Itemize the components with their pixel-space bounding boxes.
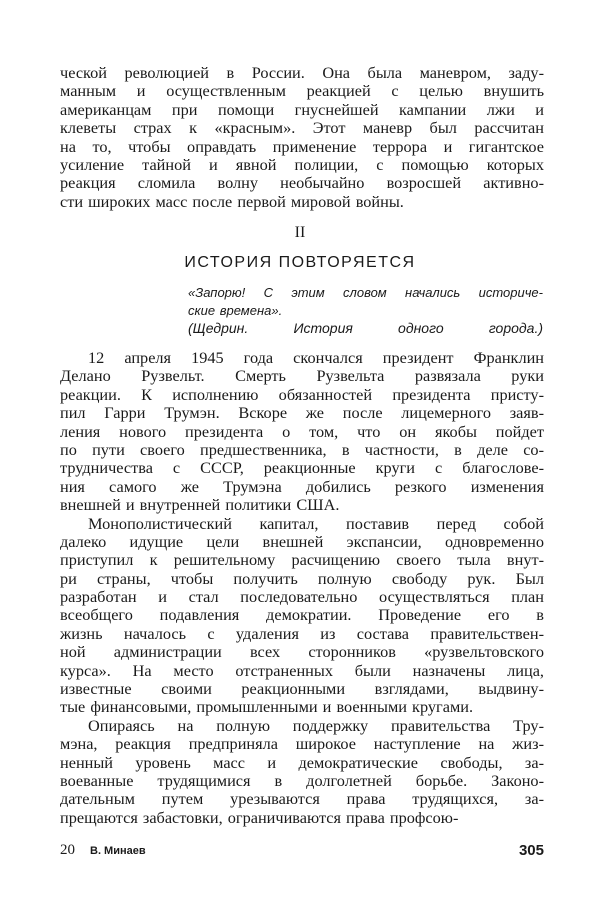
paragraph	[60, 349, 544, 515]
body-text	[60, 349, 544, 827]
text-line: усиление тайной и явной полиции, с помощью которых	[60, 154, 544, 174]
text-line: Делано Рузвельт. Смерть Рузвельта развязала руки	[60, 366, 544, 386]
page-footer	[60, 842, 544, 862]
epigraph-source: (Щедрин. История одного города.)	[188, 320, 543, 336]
signature-mark: 20	[60, 842, 75, 858]
text-line: разработан и стал последовательно осуществляться план	[60, 587, 544, 607]
text-line: трудничества с СССР, реакционные круги с благослове-	[60, 458, 544, 478]
paragraph	[60, 515, 544, 717]
text-line: ри страны, чтобы получить полную свободу рук. Был	[60, 568, 544, 588]
epigraph	[188, 284, 543, 337]
text-line: реакция сломила волну необычайно возросшей активно-	[60, 173, 544, 193]
text-line: на то, чтобы оправдать применение террора и гигантское	[60, 136, 544, 156]
text-line: американцам при помощи гнуснейшей кампании лжи и	[60, 99, 544, 119]
section-number: II	[294, 224, 306, 241]
continued-paragraph	[60, 64, 544, 211]
text-line: Монополистический капитал, поставив перед собой	[88, 513, 544, 533]
text-line: пил Гарри Трумэн. Вскоре же после лицемерного заяв-	[60, 403, 544, 423]
text-line: клеветы страх к «красным». Этот маневр был рассчитан	[60, 118, 544, 138]
text-line: мэна, реакция предприняла широкое наступление на жиз-	[60, 734, 544, 754]
section-title: ИСТОРИЯ ПОВТОРЯЕТСЯ	[184, 254, 416, 271]
text-line: ления нового президента о том, что он якобы пойдет	[60, 421, 544, 441]
text-line: ной администрации всех сторонников «рузвельтовского	[60, 642, 544, 662]
page-number: 305	[518, 842, 544, 859]
text-line: тые финансовыми, промышленными и военными кругами.	[60, 697, 474, 717]
text-line: 12 апреля 1945 года скончался президент Франклин	[88, 348, 544, 367]
text-line: реакции. К исполнению обязанностей президента присту-	[60, 384, 544, 404]
epigraph-line: «Запорю! С этим словом начались историче-	[188, 285, 543, 300]
text-line: жизнь началось с удаления из состава правительствен-	[60, 623, 544, 643]
text-line: ненный уровень масс и демократические свободы, за-	[60, 752, 544, 772]
text-line: сти широких масс после первой мировой войны.	[60, 191, 404, 211]
text-line: дательным путем урезываются права трудящихся, за-	[60, 789, 544, 809]
text-line: всеобщего подавления демократии. Проведение его в	[60, 605, 544, 625]
text-line: ния самого же Трумэна добились резкого изменения	[60, 476, 544, 496]
text-line: прещаются забастовки, ограничиваются права профсою-	[60, 807, 459, 827]
text-line: ческой революцией в России. Она была маневром, заду-	[60, 63, 544, 82]
text-line: далеко идущие цели внешней экспансии, одновременно	[60, 531, 544, 551]
text-line: курса». На место отстраненных были назначены лица,	[60, 660, 544, 680]
epigraph-line: ские времена».	[188, 302, 283, 318]
paragraph	[60, 717, 544, 827]
text-line: Опираясь на полную поддержку правительства Тру-	[88, 715, 544, 735]
text-line: воеванные трудящимися в долголетней борьбе. Законо-	[60, 770, 544, 790]
footer-author: В. Минаев	[90, 845, 146, 857]
text-line: известные своими реакционными взглядами, выдвину-	[60, 679, 544, 699]
text-line: приступил к решительному расчищению своего тыла внут-	[60, 550, 544, 570]
text-line: по пути своего предшественника, в частности, в деле со-	[60, 439, 544, 459]
text-line: внешней и внутренней политики США.	[60, 495, 340, 515]
text-line: манным и осуществленным реакцией с целью внушить	[60, 81, 544, 101]
